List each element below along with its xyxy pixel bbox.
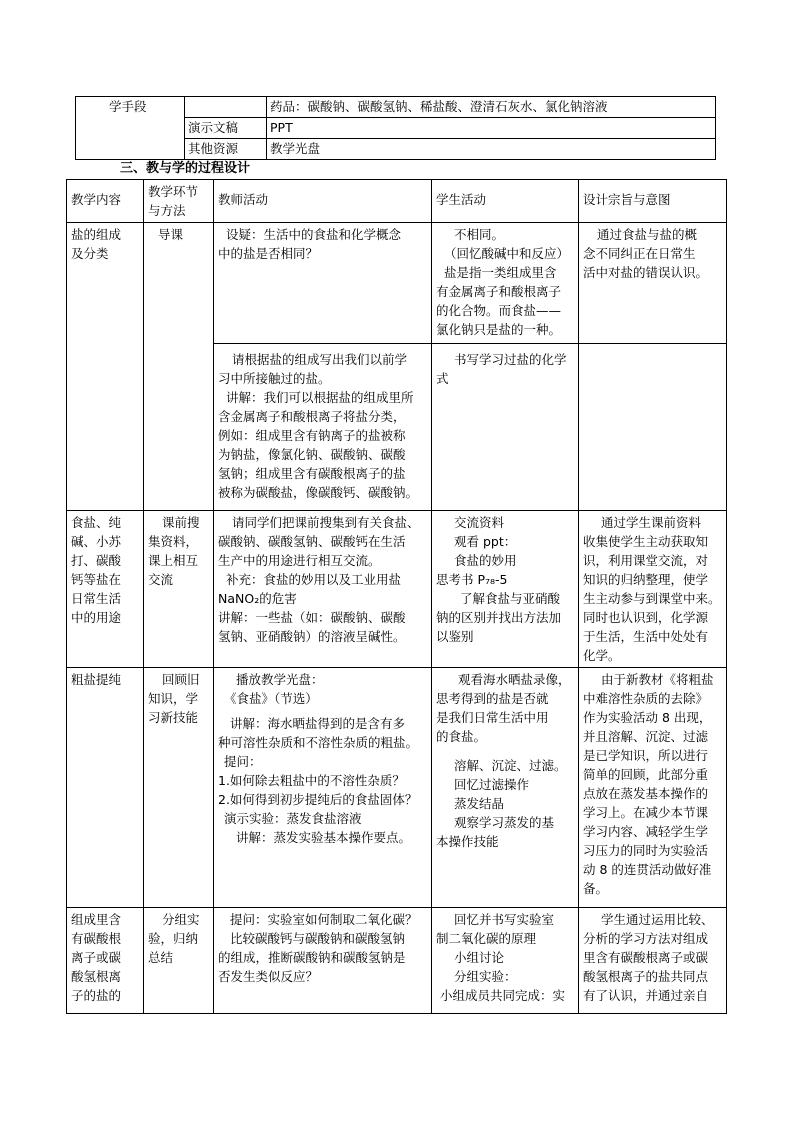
header-content: 教学内容	[67, 180, 144, 223]
cell-student: 书写学习过盐的化学 式	[432, 344, 579, 511]
resources-category: 学手段	[76, 97, 185, 160]
cell-method: 课前搜 集资料， 课上相互 交流	[144, 511, 214, 668]
cell-method: 分组实 验，归纳 总结	[144, 908, 214, 1014]
cell-student: 不相同。 （回忆酸碱中和反应） 盐是指一类组成里含 有金属离子和酸根离子 的化合物。而食盐—— 氯化钠只是盐的一种。	[432, 223, 579, 344]
table-row	[67, 908, 727, 1014]
cell-teacher: 请同学们把课前搜集到有关食盐、 碳酸钠、碳酸氢钠、碳酸钙在生活 生产中的用途进行相互交流。 补充：食盐的妙用以及工业用盐 NaNO₂的危害 讲解：一些盐（如：碳酸钠、碳酸 氢钠、亚硝酸钠）的溶液呈碱性。	[214, 511, 432, 668]
header-row	[67, 180, 727, 223]
resources-label: 其他资源	[185, 139, 267, 160]
cell-method: 回顾旧 知识，学 习新技能	[144, 668, 214, 908]
cell-student: 回忆并书写实验室 制二氧化碳的原理 小组讨论 分组实验： 小组成员共同完成：实	[432, 908, 579, 1014]
header-intent: 设计宗旨与意图	[579, 180, 727, 223]
cell-content: 盐的组成 及分类	[67, 223, 144, 511]
cell-teacher: 播放教学光盘： 《食盐》（节选） 讲解：海水晒盐得到的是含有多 种可溶性杂质和不溶性杂质的粗盐。 提问： 1.如何除去粗盐中的不溶性杂质？ 2.如何得到初步提纯后的食盐固体？ 演示实验：蒸发食盐溶液 讲解：蒸发实验基本操作要点。	[214, 668, 432, 908]
resources-value: PPT	[267, 118, 716, 139]
table-row	[67, 223, 727, 344]
cell-intent: 通过食盐与盐的概 念不同纠正在日常生 活中对盐的错误认识。	[579, 223, 727, 344]
cell-content: 食盐、纯 碱、小苏 打、碳酸 钙等盐在 日常生活 中的用途	[67, 511, 144, 668]
cell-intent	[579, 344, 727, 511]
cell-intent: 由于新教材《将粗盐 中难溶性杂质的去除》 作为实验活动 8 出现， 并且溶解、沉淀、过滤 是已学知识，所以进行 简单的回顾，此部分重 点放在蒸发基本操作的 学习上。在减少本节课 学习内容、减轻学生学 习压力的同时为实验活 动 8 的连贯活动做好准 备。	[579, 668, 727, 908]
cell-student: 交流资料 观看 ppt： 食盐的妙用 思考书 P₇₈-5 了解食盐与亚硝酸 钠的区别并找出方法加 以鉴别	[432, 511, 579, 668]
cell-teacher: 提问：实验室如何制取二氧化碳？ 比较碳酸钙与碳酸钠和碳酸氢钠 的组成，推断碳酸钠和碳酸氢钠是 否发生类似反应？	[214, 908, 432, 1014]
cell-teacher: 请根据盐的组成写出我们以前学 习中所接触过的盐。 讲解：我们可以根据盐的组成里所 含金属离子和酸根离子将盐分类， 例如：组成里含有钠离子的盐被称 为钠盐，像氯化钠、碳酸钠、碳酸 氢钠；组成里含有碳酸根离子的盐 被称为碳酸盐，像碳酸钙、碳酸钠。	[214, 344, 432, 511]
cell-student: 观看海水晒盐录像， 思考得到的盐是否就 是我们日常生活中用 的食盐。 溶解、沉淀、过滤。 回忆过滤操作 蒸发结晶 观察学习蒸发的基 本操作技能	[432, 668, 579, 908]
section-heading: 三、教与学的过程设计	[120, 161, 251, 176]
cell-content: 粗盐提纯	[67, 668, 144, 908]
cell-method: 导课	[144, 223, 214, 511]
cell-intent: 学生通过运用比较、 分析的学习方法对组成 里含有碳酸根离子或碳 酸氢根离子的盐共同点 有了认识，并通过亲自	[579, 908, 727, 1014]
process-table	[66, 179, 727, 1014]
header-method: 教学环节 与方法	[144, 180, 214, 223]
resources-value: 药品：碳酸钠、碳酸氢钠、稀盐酸、澄清石灰水、氯化钠溶液	[267, 97, 716, 118]
cell-teacher: 设疑：生活中的食盐和化学概念 中的盐是否相同？	[214, 223, 432, 344]
table-row	[67, 511, 727, 668]
table-row	[67, 668, 727, 908]
resources-table	[75, 96, 716, 160]
cell-intent: 通过学生课前资料 收集使学生主动获取知 识，利用课堂交流，对 知识的归纳整理，使学 生主动参与到课堂中来。 同时也认识到，化学源 于生活，生活中处处有 化学。	[579, 511, 727, 668]
header-student: 学生活动	[432, 180, 579, 223]
resources-label	[185, 97, 267, 118]
cell-content: 组成里含 有碳酸根 离子或碳 酸氢根离 子的盐的	[67, 908, 144, 1014]
resources-label: 演示文稿	[185, 118, 267, 139]
header-teacher: 教师活动	[214, 180, 432, 223]
resources-value: 教学光盘	[267, 139, 716, 160]
